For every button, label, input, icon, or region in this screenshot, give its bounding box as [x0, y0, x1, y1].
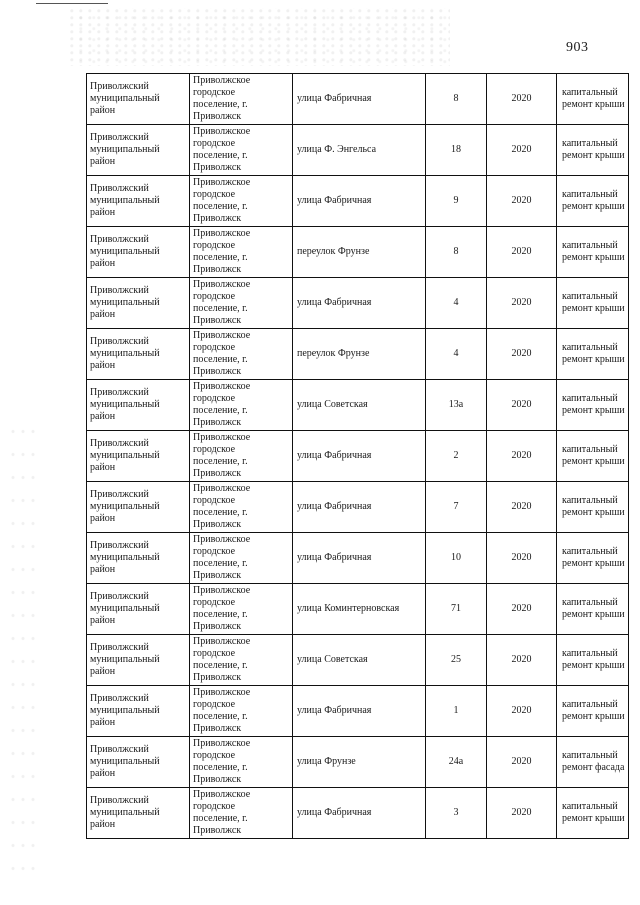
repair-schedule-table-wrapper: [86, 73, 629, 839]
settlement-cell: [190, 635, 293, 686]
table-row: [87, 176, 629, 227]
street-cell: улица Советская: [293, 380, 426, 431]
district-cell: [87, 635, 190, 686]
settlement-text: Приволжское городское поселение, г. Приволжск: [193, 534, 251, 581]
table-row: [87, 278, 629, 329]
settlement-text: Приволжское городское поселение, г. Приволжск: [193, 381, 251, 428]
house-number-cell: 4: [426, 278, 487, 329]
district-cell: [87, 482, 190, 533]
district-text: Приволжский муниципальный район: [90, 489, 160, 524]
work-type-text: капитальный ремонт крыши: [562, 240, 625, 263]
street-cell: улица Ф. Энгельса: [293, 125, 426, 176]
settlement-cell: [190, 125, 293, 176]
street-cell: переулок Фрунзе: [293, 227, 426, 278]
settlement-text: Приволжское городское поселение, г. Приволжск: [193, 279, 251, 326]
district-text: Приволжский муниципальный район: [90, 693, 160, 728]
table-row: [87, 380, 629, 431]
work-type-cell: [557, 227, 629, 278]
year-cell: 2020: [487, 431, 557, 482]
settlement-cell: [190, 533, 293, 584]
table-row: [87, 686, 629, 737]
year-cell: 2020: [487, 533, 557, 584]
settlement-text: Приволжское городское поселение, г. Приволжск: [193, 228, 251, 275]
table-row: [87, 227, 629, 278]
work-type-cell: [557, 125, 629, 176]
table-row: [87, 788, 629, 839]
settlement-text: Приволжское городское поселение, г. Приволжск: [193, 789, 251, 836]
table-row: [87, 533, 629, 584]
settlement-text: Приволжское городское поселение, г. Приволжск: [193, 738, 251, 785]
district-cell: [87, 74, 190, 125]
year-cell: 2020: [487, 176, 557, 227]
house-number-cell: 18: [426, 125, 487, 176]
settlement-cell: [190, 737, 293, 788]
work-type-text: капитальный ремонт крыши: [562, 546, 625, 569]
district-text: Приволжский муниципальный район: [90, 438, 160, 473]
table-row: [87, 431, 629, 482]
work-type-cell: [557, 788, 629, 839]
district-text: Приволжский муниципальный район: [90, 591, 160, 626]
work-type-cell: [557, 635, 629, 686]
work-type-text: капитальный ремонт фасада: [562, 750, 625, 773]
work-type-cell: [557, 278, 629, 329]
house-number-cell: 71: [426, 584, 487, 635]
work-type-cell: [557, 737, 629, 788]
settlement-cell: [190, 788, 293, 839]
district-cell: [87, 584, 190, 635]
district-cell: [87, 125, 190, 176]
street-cell: улица Фабричная: [293, 788, 426, 839]
year-cell: 2020: [487, 737, 557, 788]
settlement-text: Приволжское городское поселение, г. Приволжск: [193, 330, 251, 377]
work-type-text: капитальный ремонт крыши: [562, 495, 625, 518]
district-cell: [87, 533, 190, 584]
district-text: Приволжский муниципальный район: [90, 795, 160, 830]
house-number-cell: 8: [426, 227, 487, 278]
table-row: [87, 737, 629, 788]
table-row: [87, 74, 629, 125]
year-cell: 2020: [487, 74, 557, 125]
work-type-text: капитальный ремонт крыши: [562, 342, 625, 365]
repair-schedule-table: [86, 73, 629, 839]
year-cell: 2020: [487, 788, 557, 839]
district-cell: [87, 380, 190, 431]
page-number: 903: [566, 40, 589, 55]
work-type-text: капитальный ремонт крыши: [562, 801, 625, 824]
district-text: Приволжский муниципальный район: [90, 642, 160, 677]
year-cell: 2020: [487, 584, 557, 635]
house-number-cell: 2: [426, 431, 487, 482]
work-type-cell: [557, 533, 629, 584]
district-cell: [87, 737, 190, 788]
settlement-cell: [190, 482, 293, 533]
street-cell: улица Фрунзе: [293, 737, 426, 788]
district-cell: [87, 329, 190, 380]
street-cell: переулок Фрунзе: [293, 329, 426, 380]
settlement-text: Приволжское городское поселение, г. Приволжск: [193, 585, 251, 632]
settlement-text: Приволжское городское поселение, г. Приволжск: [193, 177, 251, 224]
settlement-cell: [190, 278, 293, 329]
settlement-text: Приволжское городское поселение, г. Приволжск: [193, 636, 251, 683]
settlement-cell: [190, 380, 293, 431]
district-cell: [87, 431, 190, 482]
work-type-cell: [557, 176, 629, 227]
year-cell: 2020: [487, 635, 557, 686]
table-row: [87, 125, 629, 176]
work-type-cell: [557, 686, 629, 737]
table-body: [87, 74, 629, 839]
street-cell: улица Фабричная: [293, 74, 426, 125]
district-text: Приволжский муниципальный район: [90, 387, 160, 422]
scan-noise-header: [70, 8, 450, 66]
year-cell: 2020: [487, 227, 557, 278]
year-cell: 2020: [487, 686, 557, 737]
settlement-cell: [190, 686, 293, 737]
settlement-text: Приволжское городское поселение, г. Приволжск: [193, 75, 251, 122]
street-cell: улица Фабричная: [293, 278, 426, 329]
house-number-cell: 4: [426, 329, 487, 380]
district-cell: [87, 176, 190, 227]
table-row: [87, 329, 629, 380]
district-cell: [87, 278, 190, 329]
year-cell: 2020: [487, 278, 557, 329]
work-type-cell: [557, 431, 629, 482]
settlement-text: Приволжское городское поселение, г. Приволжск: [193, 432, 251, 479]
street-cell: улица Фабричная: [293, 482, 426, 533]
work-type-cell: [557, 74, 629, 125]
house-number-cell: 7: [426, 482, 487, 533]
district-text: Приволжский муниципальный район: [90, 540, 160, 575]
year-cell: 2020: [487, 329, 557, 380]
work-type-text: капитальный ремонт крыши: [562, 648, 625, 671]
house-number-cell: 9: [426, 176, 487, 227]
work-type-cell: [557, 329, 629, 380]
street-cell: улица Фабричная: [293, 686, 426, 737]
district-text: Приволжский муниципальный район: [90, 183, 160, 218]
district-text: Приволжский муниципальный район: [90, 285, 160, 320]
year-cell: 2020: [487, 125, 557, 176]
street-cell: улица Фабричная: [293, 533, 426, 584]
house-number-cell: 3: [426, 788, 487, 839]
house-number-cell: 13а: [426, 380, 487, 431]
table-row: [87, 635, 629, 686]
district-cell: [87, 788, 190, 839]
work-type-cell: [557, 584, 629, 635]
work-type-text: капитальный ремонт крыши: [562, 189, 625, 212]
settlement-cell: [190, 431, 293, 482]
district-text: Приволжский муниципальный район: [90, 336, 160, 371]
table-row: [87, 482, 629, 533]
table-row: [87, 584, 629, 635]
district-text: Приволжский муниципальный район: [90, 744, 160, 779]
settlement-text: Приволжское городское поселение, г. Приволжск: [193, 483, 251, 530]
work-type-text: капитальный ремонт крыши: [562, 291, 625, 314]
work-type-cell: [557, 482, 629, 533]
street-cell: улица Фабричная: [293, 431, 426, 482]
house-number-cell: 1: [426, 686, 487, 737]
year-cell: 2020: [487, 380, 557, 431]
street-cell: улица Фабричная: [293, 176, 426, 227]
work-type-cell: [557, 380, 629, 431]
settlement-cell: [190, 176, 293, 227]
work-type-text: капитальный ремонт крыши: [562, 699, 625, 722]
house-number-cell: 25: [426, 635, 487, 686]
house-number-cell: 10: [426, 533, 487, 584]
settlement-cell: [190, 329, 293, 380]
street-cell: улица Коминтерновская: [293, 584, 426, 635]
settlement-cell: [190, 584, 293, 635]
district-cell: [87, 686, 190, 737]
year-cell: 2020: [487, 482, 557, 533]
settlement-text: Приволжское городское поселение, г. Приволжск: [193, 126, 251, 173]
work-type-text: капитальный ремонт крыши: [562, 138, 625, 161]
settlement-cell: [190, 227, 293, 278]
district-text: Приволжский муниципальный район: [90, 234, 160, 269]
district-cell: [87, 227, 190, 278]
district-text: Приволжский муниципальный район: [90, 132, 160, 167]
house-number-cell: 24а: [426, 737, 487, 788]
scan-noise-margin: [8, 420, 38, 880]
settlement-text: Приволжское городское поселение, г. Приволжск: [193, 687, 251, 734]
work-type-text: капитальный ремонт крыши: [562, 444, 625, 467]
scan-edge-line: [36, 3, 108, 4]
work-type-text: капитальный ремонт крыши: [562, 87, 625, 110]
work-type-text: капитальный ремонт крыши: [562, 597, 625, 620]
district-text: Приволжский муниципальный район: [90, 81, 160, 116]
street-cell: улица Советская: [293, 635, 426, 686]
house-number-cell: 8: [426, 74, 487, 125]
work-type-text: капитальный ремонт крыши: [562, 393, 625, 416]
settlement-cell: [190, 74, 293, 125]
